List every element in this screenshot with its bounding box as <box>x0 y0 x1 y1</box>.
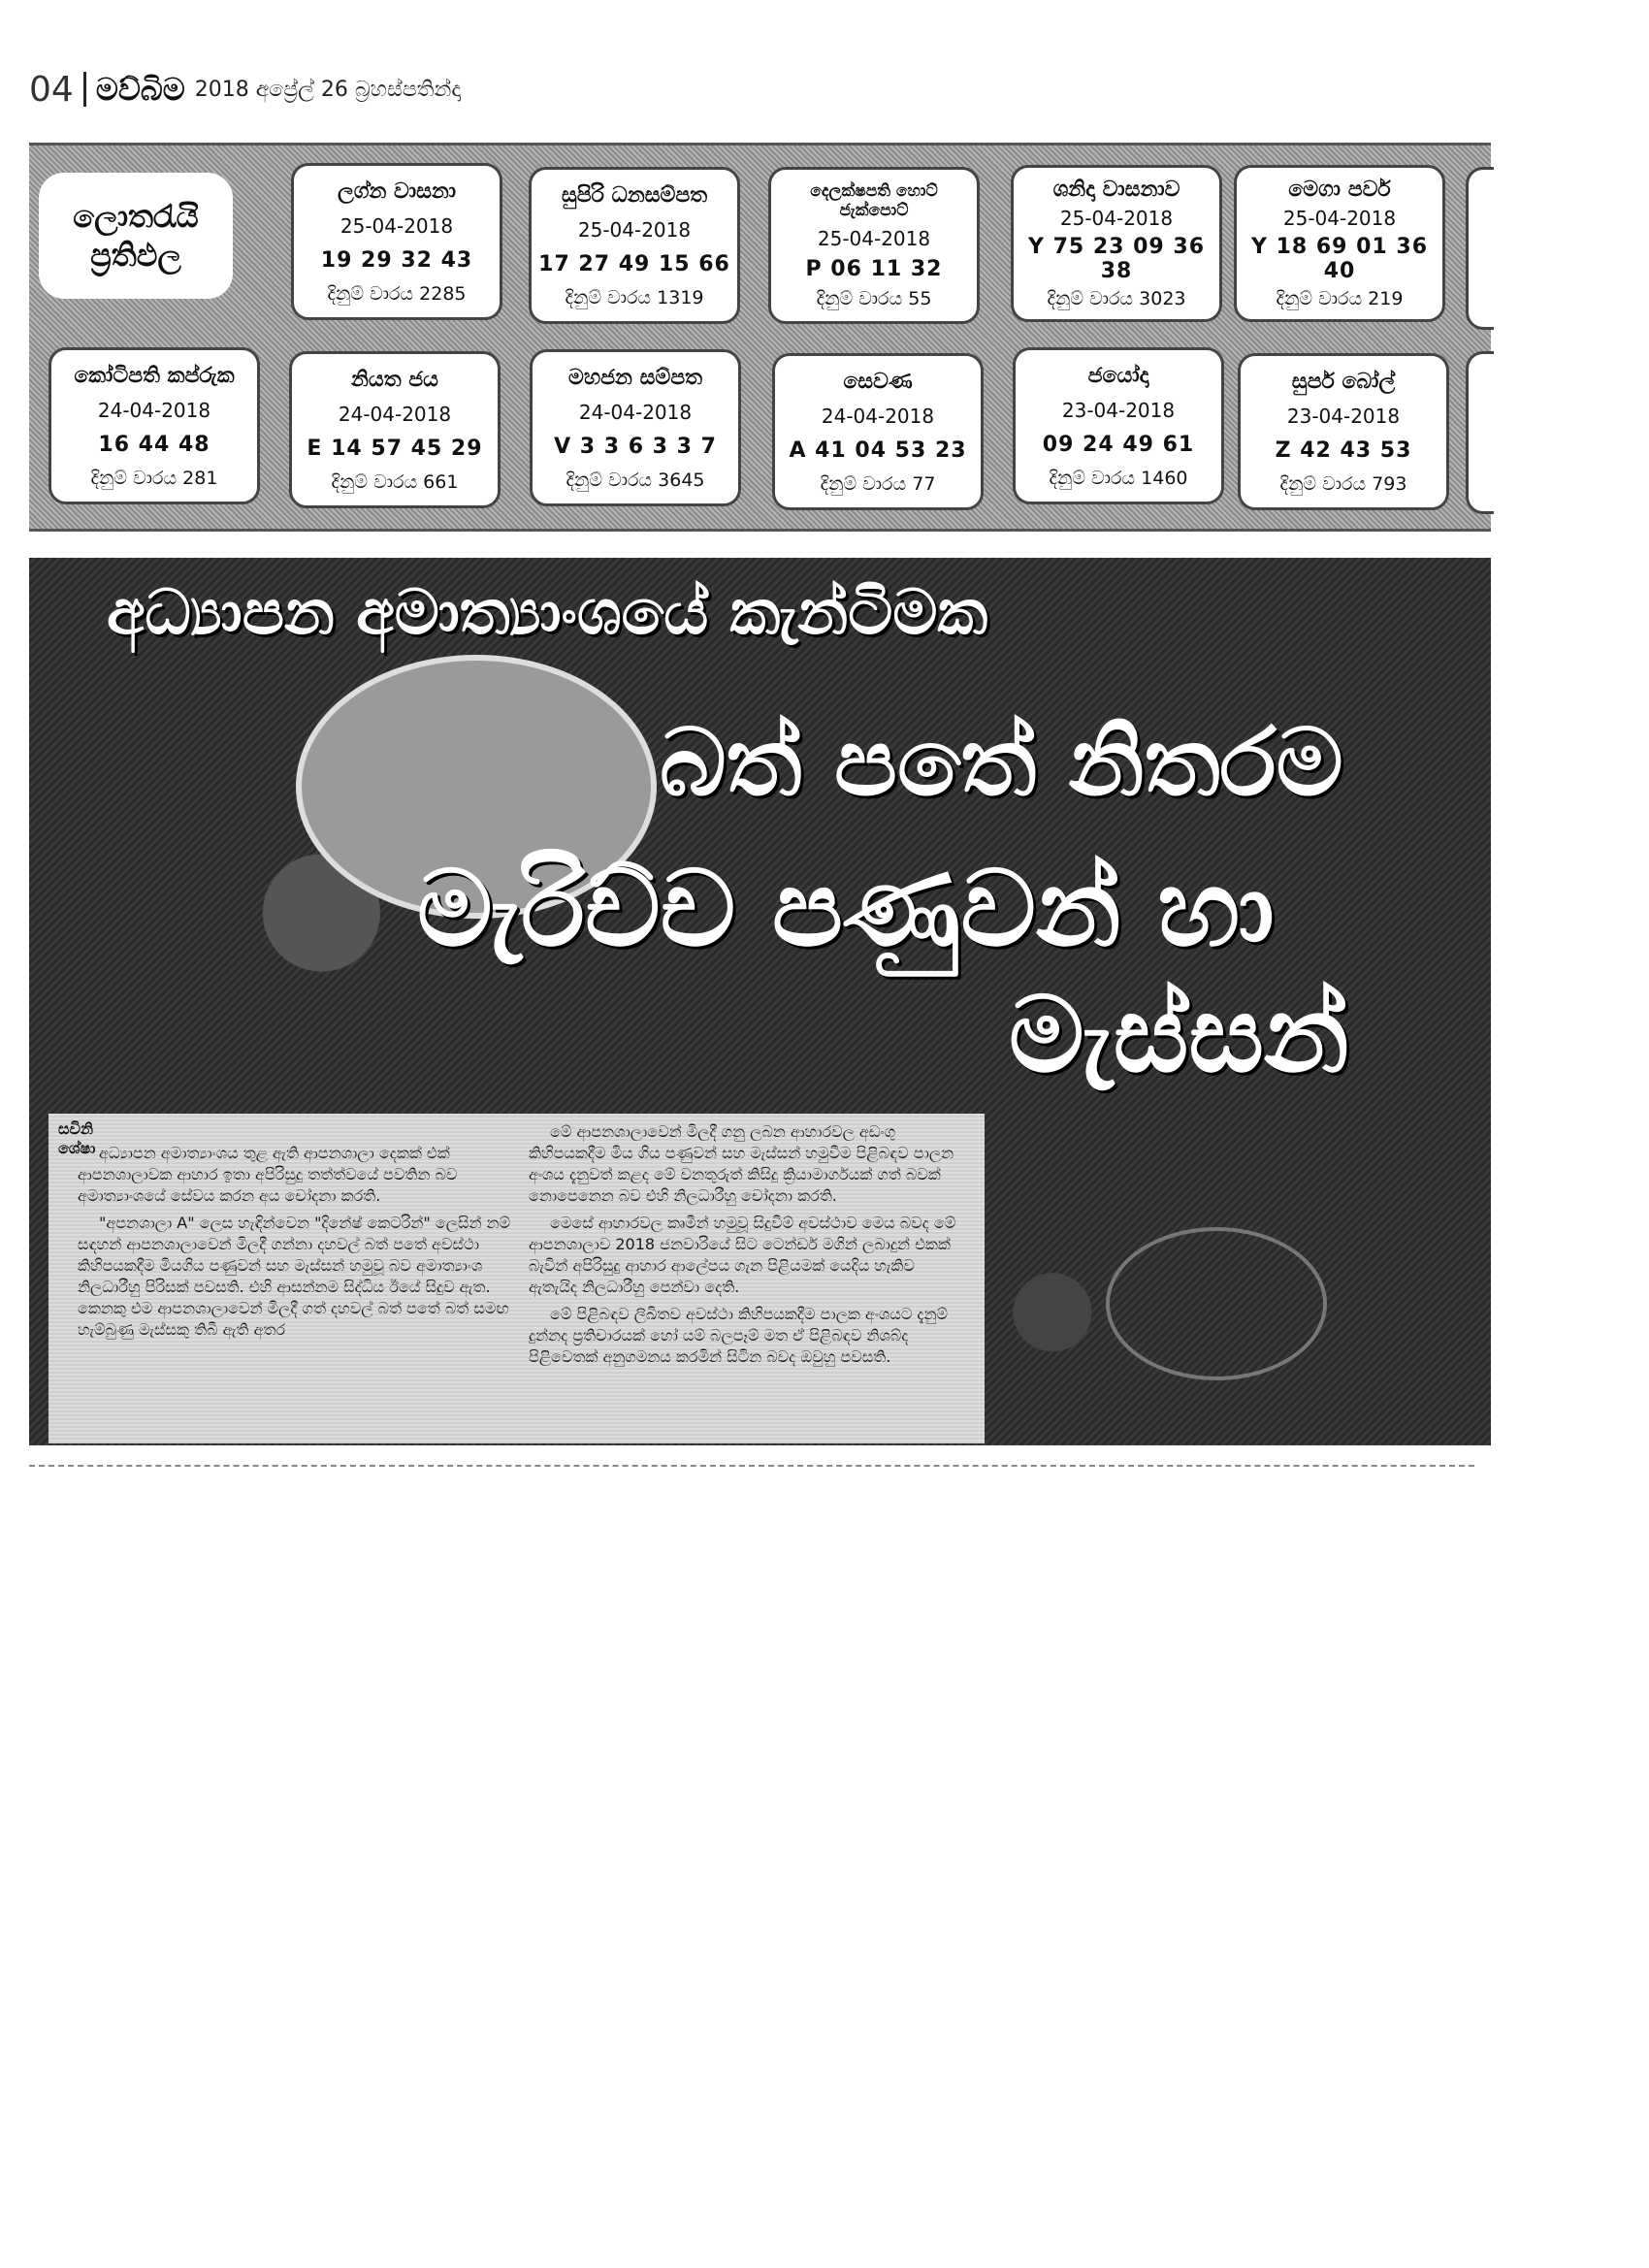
article-paragraph: මෙසේ ආහාරවල කෘමීන් හමුවූ සිදුවීම් අවස්ථාව මෙය බවද මේ ආපනශාලාව 2018 ජනවාරියේ සිට ටෙන්ඩර් මගින් ලබාදුන් එකක් බැවින් අපිරිසුදු ආහාර ආලේපය ගැන පිළියමක් යෙදිය හැකිව ඇතැයිද නිලධාරීහු පෙන්වා දෙති. <box>529 1214 956 1296</box>
lottery-numbers: Y 18 69 01 36 40 <box>1250 234 1429 283</box>
page-number: 04 <box>29 69 74 110</box>
lottery-tile <box>48 347 260 504</box>
lottery-date: 23-04-2018 <box>1286 404 1401 428</box>
lottery-tile-partial <box>1466 167 1494 330</box>
lottery-name: සුපර් බෝල් <box>1291 369 1396 394</box>
lottery-name: මෙගා පවර් <box>1288 178 1391 203</box>
lottery-tile <box>289 351 501 508</box>
headline-line-4: මැස්සන් <box>1009 975 1349 1096</box>
lottery-draw: දිනුම් වාරය 281 <box>90 467 218 489</box>
lottery-tile <box>1234 165 1445 322</box>
lottery-date: 24-04-2018 <box>338 402 452 426</box>
feature-story <box>29 558 1491 1445</box>
lottery-date: 23-04-2018 <box>1061 398 1176 422</box>
lottery-numbers: A 41 04 53 23 <box>789 437 967 463</box>
lottery-draw: දිනුම් වාරය 3023 <box>1047 287 1186 309</box>
masthead-divider <box>83 72 86 107</box>
lottery-draw: දිනුම් වාරය 3645 <box>566 469 705 491</box>
lottery-name: ශනිදා වාසනාව <box>1052 178 1180 203</box>
lottery-date: 25-04-2018 <box>1059 207 1174 231</box>
lottery-title <box>39 173 233 299</box>
lottery-name: දෙලක්ෂපති හොට් ජැක්පොට් <box>810 180 938 220</box>
lottery-name: සෙවණ <box>843 369 913 394</box>
lottery-title-line1: ලොතරැයි <box>73 198 199 235</box>
article-column-1 <box>78 1143 514 1346</box>
lottery-tile <box>530 349 741 506</box>
masthead <box>29 65 650 113</box>
article-paragraph: "අපනශාලා A" ලෙස හැඳින්වෙන "දිනේෂ් කෙටරින්" ලෙසින් නම් සඳහන් ආපනශාලාවෙන් මිලදී ගන්නා දහවල් බත් පතේ අවස්ථා කිහිපයකදීම මියගිය පණුවන් සහ මැස්සන් හමුවූ බව අමාත්‍යාංශ නිලධාරීහු පිරිසක් පවසති. එහි ආසන්නම සිද්ධිය ඊයේ සිදුව ඇත. කෙනකු එම ආපනශාලාවෙන් මිලදී ගත් දහවල් බත් පතේ බත් සමඟ හැම්බුණු මැස්සකු තිබී ඇති අතර <box>78 1214 511 1339</box>
newspaper-name: මව්බිම <box>95 70 185 108</box>
lottery-name: ලග්න වාසනා <box>337 178 456 204</box>
lottery-draw: දිනුම් වාරය 55 <box>816 288 932 310</box>
newspaper-clipping <box>29 53 1499 1445</box>
lottery-name: ජයෝදා <box>1087 363 1149 388</box>
lottery-numbers: Y 75 23 09 36 38 <box>1027 234 1206 283</box>
issue-date: 2018 අප්‍රේල් 26 බ්‍රහස්පතින්දා <box>194 77 462 102</box>
article-body <box>48 1114 985 1443</box>
lottery-draw: දිනුම් වාරය 1319 <box>565 286 704 308</box>
lottery-tile <box>772 353 984 510</box>
lottery-numbers: 09 24 49 61 <box>1042 432 1195 457</box>
lottery-numbers: E 14 57 45 29 <box>307 436 483 461</box>
lottery-draw: දිනුම් වාරය 1460 <box>1049 467 1188 489</box>
article-column-2 <box>529 1121 965 1374</box>
lottery-tile <box>1013 347 1224 504</box>
lottery-tile <box>1238 353 1449 510</box>
lottery-draw: දිනුම් වාරය 793 <box>1279 472 1407 495</box>
headline-line-3: මැරිච්ච පණුවන් හා <box>417 849 1275 970</box>
lottery-date: 24-04-2018 <box>578 400 693 424</box>
byline: සවිනි ශේෂා <box>58 1119 96 1157</box>
cut-line <box>29 1465 1474 1467</box>
lottery-numbers: V 3 3 6 3 3 7 <box>554 434 717 459</box>
article-paragraph: අධ්‍යාපන අමාත්‍යාංශය තුළ ඇති ආපනශාලා දෙකක් එක් ආපනශාලාවක ආහාර ඉතා අපිරිසුදු තත්ත්වයේ පවතින බව අමාත්‍යාංශයේ සේවය කරන අය චෝදනා කරති. <box>78 1144 458 1205</box>
lottery-numbers: 16 44 48 <box>98 432 210 457</box>
lottery-date: 24-04-2018 <box>97 398 211 422</box>
lottery-title-line2: ප්‍රතිඵල <box>90 237 181 274</box>
lottery-tile <box>529 167 740 324</box>
lottery-name: සුපිරි ධනසම්පත <box>561 182 708 208</box>
article-paragraph: මේ ආපනශාලාවෙන් මිලදී ගනු ලබන ආහාරවල අඩංගු කිහිපයකදීම මිය ගිය පණුවන් සහ මැස්සන් හමුවීම පිළිබඳව පාලන අංශය දැනුවත් කළද මේ වනතුරුත් කිසිදු ක්‍රියාමාර්ගයක් ගත් බවක් නොපෙනෙන බව එහි නිලධාරීහු චෝදනා කරති. <box>529 1122 954 1205</box>
lottery-draw: දිනුම් වාරය 219 <box>1276 287 1404 309</box>
lottery-date: 25-04-2018 <box>817 226 931 250</box>
lottery-draw: දිනුම් වාරය 77 <box>820 472 936 495</box>
lottery-numbers: 19 29 32 43 <box>320 247 473 273</box>
lottery-tile <box>291 163 502 320</box>
lottery-date: 25-04-2018 <box>577 217 692 242</box>
article-paragraph: මේ පිළිබඳව ලිඛිතව අවස්ථා කිහිපයකදීම පාලක අංශයට දැනුම් දුන්නද ප්‍රතිචාරයක් හෝ යම් බලපෑම් මත ඒ පිළිබඳව නිශබ්ද පිළිවෙතක් අනුගමනය කරමින් සිටින බවද ඔවුහු පවසති. <box>529 1305 949 1366</box>
lottery-date: 24-04-2018 <box>821 404 935 428</box>
lottery-results-panel <box>29 143 1491 532</box>
lottery-name: මහජන සම්පත <box>568 365 702 390</box>
lottery-date: 25-04-2018 <box>1282 207 1397 231</box>
lottery-name: කෝටිපති කප්රුක <box>74 363 235 388</box>
headline-kicker: අධ්‍යාපන අමාත්‍යාංශයේ කැන්ටිමක <box>107 577 988 649</box>
headline-line-2: බත් පතේ නිතරම <box>660 708 1343 817</box>
lottery-numbers: 17 27 49 15 66 <box>538 251 730 276</box>
lottery-tile <box>1011 165 1222 322</box>
lottery-date: 25-04-2018 <box>340 213 454 238</box>
lottery-numbers: Z 42 43 53 <box>1275 437 1412 463</box>
lottery-draw: දිනුම් වාරය 2285 <box>327 282 467 305</box>
lottery-tile <box>768 167 980 324</box>
lottery-numbers: P 06 11 32 <box>805 257 943 282</box>
plate-photo <box>1106 1227 1327 1380</box>
lottery-name: නියත ජය <box>351 367 438 392</box>
lottery-draw: දිනුම් වාරය 661 <box>331 470 459 493</box>
lottery-tile-partial <box>1466 351 1494 514</box>
